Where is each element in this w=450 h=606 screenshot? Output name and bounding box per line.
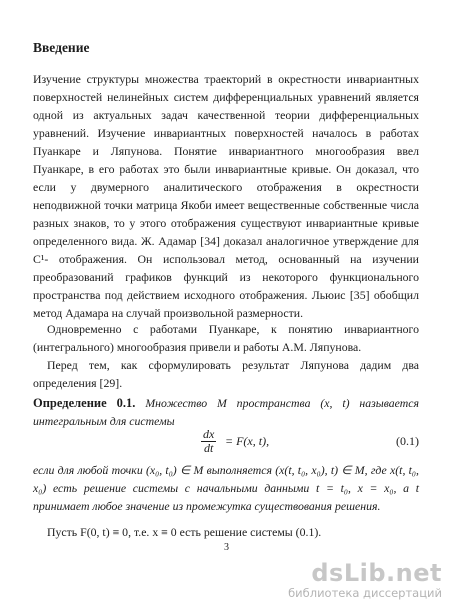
paragraph-intro: Изучение структуры множества траекторий в окрестности инвариантных поверхностей нелинейных систем дифференциальных уравнений является одной из актуальных задач качественной теории дифференциальных уравнений. Изучение инвариантных поверхностей началось в работах Пуанкаре и Ляпунова. Понятие инвариантного многообразия ввел Пуанкаре, в его работах это были инвариантные кривые. Он доказал, что если у двумерного аналитического отображения в окрестности неподвижной точки матрица Якоби имеет вещественные собственные числа разных знаков, то у этого отображения существуют инвариантные кривые определенного вида. Ж. Адамар [34] доказал аналогичное утверждение для C¹- отображения. Он использовал метод, основанный на изучении преобразований графиков функций из некоторого функционального пространства под действием исходного отображения. Льюис [35] обобщил метод Адамара на случай произвольной размерности. bbox=[33, 72, 419, 320]
equation-fraction bbox=[201, 428, 216, 455]
section-heading: Введение bbox=[33, 40, 90, 55]
watermark-subtitle: библиотека диссертаций bbox=[288, 586, 442, 600]
paragraph-zero-solution: Пусть F(0, t) ≡ 0, т.е. x ≡ 0 есть решение системы (0.1). bbox=[47, 525, 322, 539]
equation-0-1 bbox=[33, 428, 419, 456]
equation-denominator: dt bbox=[203, 441, 214, 455]
definition-text: Множество M пространства (x, t) называется интегральным для системы bbox=[33, 396, 419, 428]
equation-numerator: dx bbox=[203, 427, 215, 441]
definition-block bbox=[33, 394, 419, 430]
watermark-logo: dsLib.net bbox=[311, 559, 442, 587]
paragraph-definitions-intro: Перед тем, как сформулировать результат Ляпунова дадим два определения [29]. bbox=[33, 358, 419, 390]
site-watermark bbox=[288, 560, 442, 600]
equation-number: (0.1) bbox=[396, 434, 419, 448]
paragraph-lyapunov: Одновременно с работами Пуанкаре, к понятию инвариантного (интегрального) многообразия привели и работы А.М. Ляпунова. bbox=[33, 322, 419, 354]
page-number: 3 bbox=[224, 542, 229, 553]
definition-continuation: если для любой точки (x₀, t₀) ∈ M выполняется (x(t, t₀, x₀), t) ∈ M, где x(t, t₀, x₀) есть решение системы с начальными данными t = t₀, x = x₀, а t принимает любое значение из промежутка существования решения. bbox=[33, 463, 419, 513]
definition-label: Определение 0.1. bbox=[33, 396, 136, 410]
equation-rhs: = F(x, t), bbox=[225, 434, 270, 448]
